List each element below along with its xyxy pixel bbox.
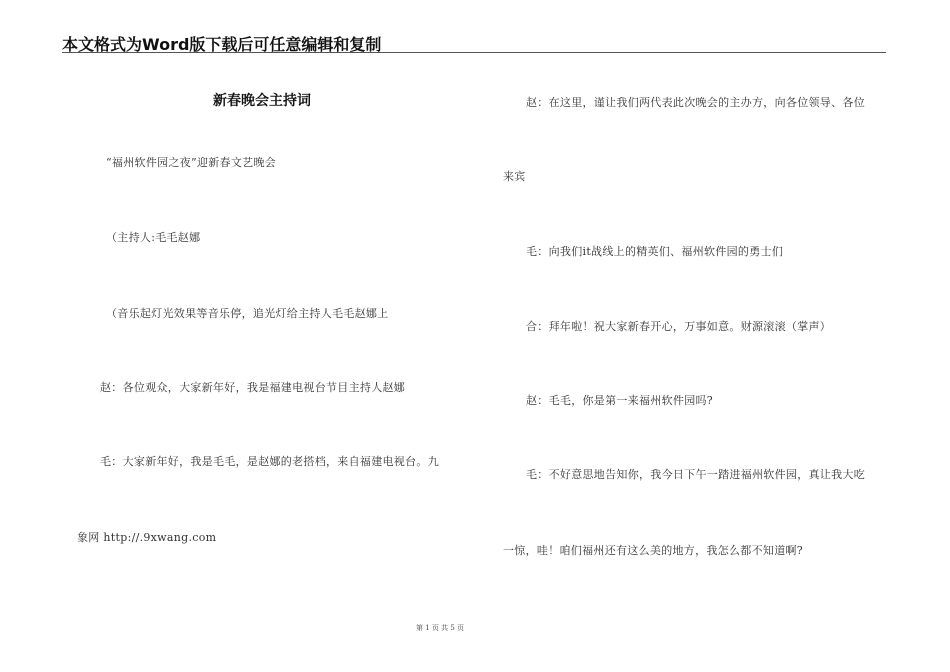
- right-paragraph: 来宾: [503, 170, 526, 183]
- right-paragraph: 毛：向我们it战线上的精英们、福州软件园的勇士们: [526, 245, 784, 258]
- left-paragraph: 赵：各位观众，大家新年好，我是福建电视台节目主持人赵娜: [100, 381, 406, 394]
- right-paragraph: 毛：不好意思地告知你，我今日下午一踏进福州软件园，真让我大吃: [526, 468, 865, 481]
- left-paragraph: “福州软件园之夜”迎新春文艺晚会: [106, 156, 277, 169]
- left-paragraph: 象网 http://.9xwang.com: [77, 531, 217, 544]
- left-paragraph: 毛：大家新年好，我是毛毛，是赵娜的老搭档，来自福建电视台。九: [100, 455, 439, 468]
- page-header: 本文格式为Word版下载后可任意编辑和复制: [62, 35, 382, 54]
- right-paragraph: 合：拜年啦！祝大家新春开心，万事如意。财源滚滚（掌声）: [526, 320, 832, 333]
- left-paragraph: （音乐起灯光效果等音乐停，追光灯给主持人毛毛赵娜上: [106, 307, 389, 320]
- page-number: 第 1 页 共 5 页: [415, 624, 465, 632]
- header-divider: [62, 52, 886, 53]
- right-paragraph: 一惊，哇！咱们福州还有这么美的地方，我怎么都不知道啊?: [503, 544, 803, 557]
- left-paragraph: （主持人:毛毛赵娜: [106, 231, 201, 244]
- right-paragraph: 赵：毛毛，你是第一来福州软件园吗?: [526, 394, 713, 407]
- document-title: 新春晚会主持词: [213, 93, 311, 109]
- right-paragraph: 赵：在这里，谨让我们两代表此次晚会的主办方，向各位领导、各位: [526, 96, 865, 109]
